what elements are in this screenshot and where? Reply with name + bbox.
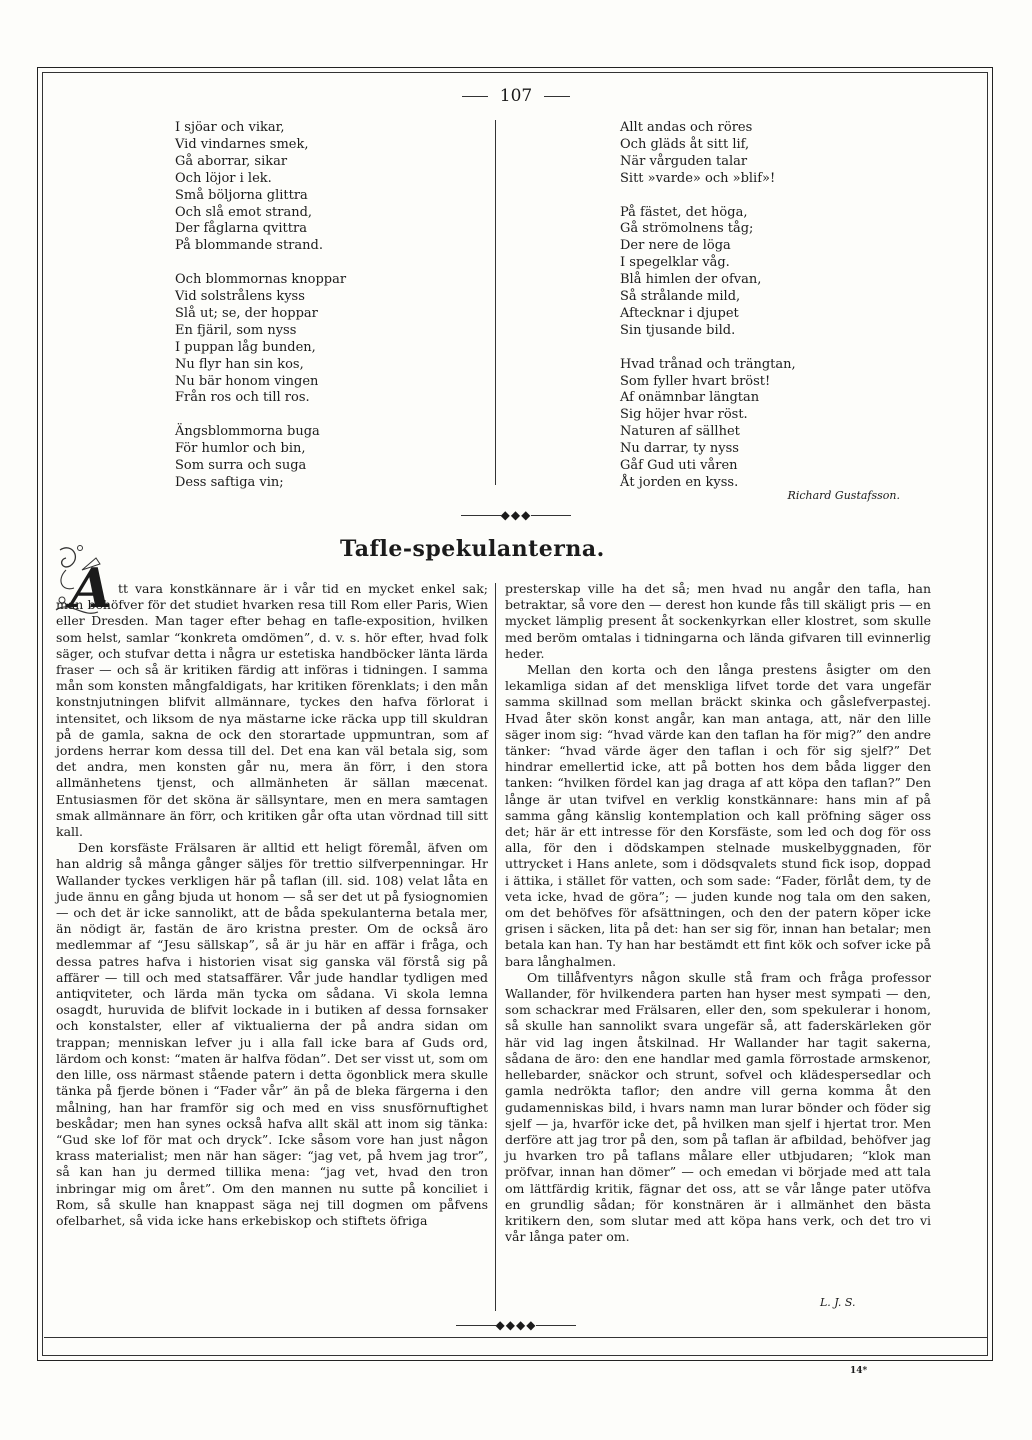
poem-line: Som surra och suga bbox=[175, 458, 307, 474]
poem-line: Som fyller hvart bröst! bbox=[620, 373, 771, 389]
article-title: Tafle-spekulanterna. bbox=[340, 536, 605, 562]
poem-line: Slå ut; se, der hoppar bbox=[175, 305, 318, 321]
poem-line: Dess saftiga vin; bbox=[175, 475, 284, 490]
poem-line: Nu bär honom vingen bbox=[175, 373, 319, 389]
poem-stanza bbox=[620, 205, 796, 340]
poem-line: Af onämnbar längtan bbox=[620, 390, 760, 406]
poem-line: På blommande strand. bbox=[175, 238, 323, 254]
poem-stanza bbox=[175, 120, 346, 255]
article-paragraph: Om tillåfventyrs någon skulle stå fram och fråga professor Wallander, för hvilkendera parten han hyser mest sympati — den, som schackrar med Frälsaren, eller den, som spekulerar i honom, så skulle han sannolikt svara ungefär så, att faderskärleken gör här vid lag ingen åtskilnad. Hr Wallander har tagit sakerna, sådana de äro: den ene handlar med gamla förrostade armskenor, hellebarder, snäckor och strunt, sofvel och klädespersedlar och gamla nedrökta taflor; den andre vill gerna komma åt den gudamenniskas bild, i hvars namn man lurar bönder och föder sig sjelf — ja, hvarför icke det, på hvilken man sjelf i hjertat tror. Men derföre att jag tror på den, som på taflan är afbildad, behöfver jag ju hvarken tro på taflans målare eller utbjudaren; “klok man pröfvar, innan han dömer” — och emedan vi började med att tala om lättfärdig kritik, fägnar det oss, att se vår långe pater utöfva en grundlig sådan; för konstnären är i allmänhet den bästa kritikern den, som slutar med att köpa hans verk, och det tro vi vår långa pater om. bbox=[505, 969, 931, 1245]
poem-line: På fästet, det höga, bbox=[620, 204, 748, 220]
poem-line: Hvad trånad och trängtan, bbox=[620, 356, 796, 372]
poem-line: Vid vindarnes smek, bbox=[175, 136, 309, 152]
poem-line: Gåf Gud uti våren bbox=[620, 458, 738, 474]
poem-right-column bbox=[620, 120, 796, 509]
poem-line: Och blommornas knoppar bbox=[175, 272, 347, 288]
poem-left-column bbox=[175, 120, 346, 509]
poem-line: I puppan låg bunden, bbox=[175, 339, 316, 355]
poem-signature: Richard Gustafsson. bbox=[787, 489, 900, 502]
poem-line: Små böljorna glittra bbox=[175, 187, 308, 203]
poem-line: Gå aborrar, sikar bbox=[175, 153, 288, 169]
article-right-column bbox=[505, 581, 931, 1245]
article-paragraph: Den korsfäste Frälsaren är alltid ett heligt föremål, äfven om han aldrig så många gånger säljes för trettio silfverpenningar. Hr Wallander tyckes verkligen här på taflan (ill. sid. 108) velat låta en jude ännu en gång bjuda ut honom — så ser det ut på fysiognomien — och det är icke sannolikt, att de båda spekulanterna betala mer, än nödigt är, fastän de äro kristna prester. Om de också äro medlemmar af “Jesu sällskap”, så är ju här en affär i fråga, och dessa patres hafva i historien visat sig ganska väl förstå sig på affärer — till och med statsaffärer. Vår jude handlar tydligen med antiqviteter, och lärda män tycka om sådana. Vi skola lemna osagdt, huruvida de blifvit lockade in i butiken af dessa fornsaker och konstalster, eller af viktualierna der på andra sidan om trappan; menniskan lefver ju i alla fall icke bara af Guds ord, lärdom och konst: “maten är halfva födan”. Det ser visst ut, som om den lille, oss närmast stående patern i detta ögonblick mera skulle tänka på fjerde bönen i “Fader vår” än på de bleka färgerna i den målning, han har framför sig och med en viss snusförnuftighet beskådar; men han synes också hafva allt skäl att inom sig tänka: “Gud ske lof för mat och dryck”. Icke såsom vore han just någon krass materialist; men när han säger: “jag vet, på hvem jag tror”, så kan han ju dermed tillika mena: “jag vet, hvad den tron inbringar mig om året”. Om den mannen nu sutte på konciliet i Rom, så skulle han knappast säga nej till dogmen om påfvens ofelbarhet, så vida icke hans erkebiskop och stiftets öfriga bbox=[56, 840, 488, 1228]
poem-line: Sitt »varde» och »blif»! bbox=[620, 170, 776, 186]
poem-line: Från ros och till ros. bbox=[175, 390, 310, 406]
poem-line: Och slå emot strand, bbox=[175, 204, 313, 220]
poem-line: I sjöar och vikar, bbox=[175, 120, 285, 135]
poem-line: Sin tjusande bild. bbox=[620, 322, 736, 338]
drop-cap-letter: A bbox=[70, 556, 112, 620]
poem-line: Åt jorden en kyss. bbox=[620, 475, 739, 490]
article-signature: L. J. S. bbox=[820, 1296, 856, 1309]
sheet-signature-mark: 14* bbox=[850, 1366, 868, 1376]
poem-line: Nu flyr han sin kos, bbox=[175, 356, 304, 372]
ornament-divider-bottom: ◆◆◆◆ bbox=[0, 1318, 1032, 1332]
poem-line: En fjäril, som nyss bbox=[175, 322, 297, 338]
poem-stanza bbox=[620, 357, 796, 492]
page-number: 107 bbox=[0, 86, 1032, 106]
poem-line: Allt andas och röres bbox=[620, 120, 753, 135]
poem-line: Naturen af sällhet bbox=[620, 424, 740, 440]
poem-stanza bbox=[175, 424, 346, 492]
poem-line: Och löjor i lek. bbox=[175, 170, 272, 186]
article-paragraph: Mellan den korta och den långa prestens åsigter om den lekamliga sidan af det menskliga lifvet torde det vara ungefär samma skillnad som mellan bräckt skinka och gåslefverpastej. Hvad åter skön konst angår, kan man antaga, att, när den lille säger inom sig: “hvad värde kan den taflan ha för mig?” den andre tänker: “hvad värde äger den taflan i och för sig sjelf?” Det hindrar emellertid icke, att på botten hos dem båda ligger den tanken: “hvilken fördel kan jag draga af att köpa den taflan?” Den långe är utan tvifvel en verklig konstkännare: hans min af på samma gång känslig kontemplation och kall pröfning säger oss det; här är ett intresse för den Korsfäste, som led och dog för oss alla, för den i dödskampen stelnade muskelbyggnaden, för uttrycket i Hans anlete, som i dödsqvalets stund fick isop, doppad i ättika, i stället för vatten, och som sade: “Fader, förlåt dem, ty de veta icke, hvad de göra”; — juden kunde nog tala om den saken, om det behöfves för afsättningen, och den der patern köper icke grisen i säcken, lita på det: han ser sig för, innan han betalar; men betala kan han. Ty han har bestämdt ett fint kök och sofver icke på bara långhalmen. bbox=[505, 662, 931, 969]
poem-column-divider bbox=[495, 120, 496, 485]
bottom-rule bbox=[44, 1337, 988, 1338]
article-paragraph: tt vara konstkännare är i vår tid en mycket enkel sak; man behöfver för det studiet hvarken resa till Rom eller Paris, Wien eller Dresden. Man tager efter behag en tafle-exposition, hvilken som helst, samlar “konkreta omdömen”, d. v. s. hör efter, hvad folk säger, och stufvar detta i några ur estetiska handböcker länta lärda fraser — och så är kritiken färdig att införas i tidningen. I samma mån som konsten mångfaldigats, har kritiken förenklats; i den mån konstnjutningen blifvit allmännare, tyckes den hafva förlorat i intensitet, och liksom de nya mästarne icke räcka upp till skuldran på de gamla, sakna de ock den storartade uppmuntran, som af jordens herrar kom dessa till del. Det ena kan väl betala sig, som det andra, men konsten går nu, mera än förr, i den stora allmänhetens tjenst, och allmänheten är sällan mæcenat. Entusiasmen för det sköna är sällsyntare, men en mera samtagen smak allmännare än förr, och kritiken går ofta utan vördnad till sitt kall. bbox=[56, 581, 488, 840]
poem-line: I spegelklar våg. bbox=[620, 255, 730, 271]
poem-stanza bbox=[175, 272, 346, 407]
poem-line: Och gläds åt sitt lif, bbox=[620, 136, 750, 152]
poem-line: Gå strömolnens tåg; bbox=[620, 221, 754, 237]
poem-line: Ängsblommorna buga bbox=[175, 424, 320, 440]
poem-line: Vid solstrålens kyss bbox=[175, 289, 305, 305]
poem-line: När vårguden talar bbox=[620, 153, 748, 169]
poem-stanza bbox=[620, 120, 796, 188]
poem-line: Blå himlen der ofvan, bbox=[620, 272, 762, 288]
article-paragraph: presterskap ville ha det så; men hvad nu angår den tafla, han betraktar, så vore den — derest hon kunde fås till skäligt pris — en mycket lämplig present åt sockenkyrkan eller klostret, som skulle med beröm omtalas i tidningarna och lända gifvaren till evinnerlig heder. bbox=[505, 581, 931, 661]
poem-line: Sig höjer hvar röst. bbox=[620, 407, 748, 423]
poem-line: Så strålande mild, bbox=[620, 289, 741, 305]
ornament-divider: ◆◆◆ bbox=[0, 508, 1032, 522]
poem-line: Aftecknar i djupet bbox=[620, 305, 739, 321]
article-left-column bbox=[56, 581, 488, 1229]
poem-line: Der nere de löga bbox=[620, 238, 731, 254]
poem-line: För humlor och bin, bbox=[175, 441, 306, 457]
poem-line: Nu darrar, ty nyss bbox=[620, 441, 739, 457]
article-column-divider bbox=[495, 583, 496, 1311]
poem-line: Der fåglarna qvittra bbox=[175, 221, 307, 237]
